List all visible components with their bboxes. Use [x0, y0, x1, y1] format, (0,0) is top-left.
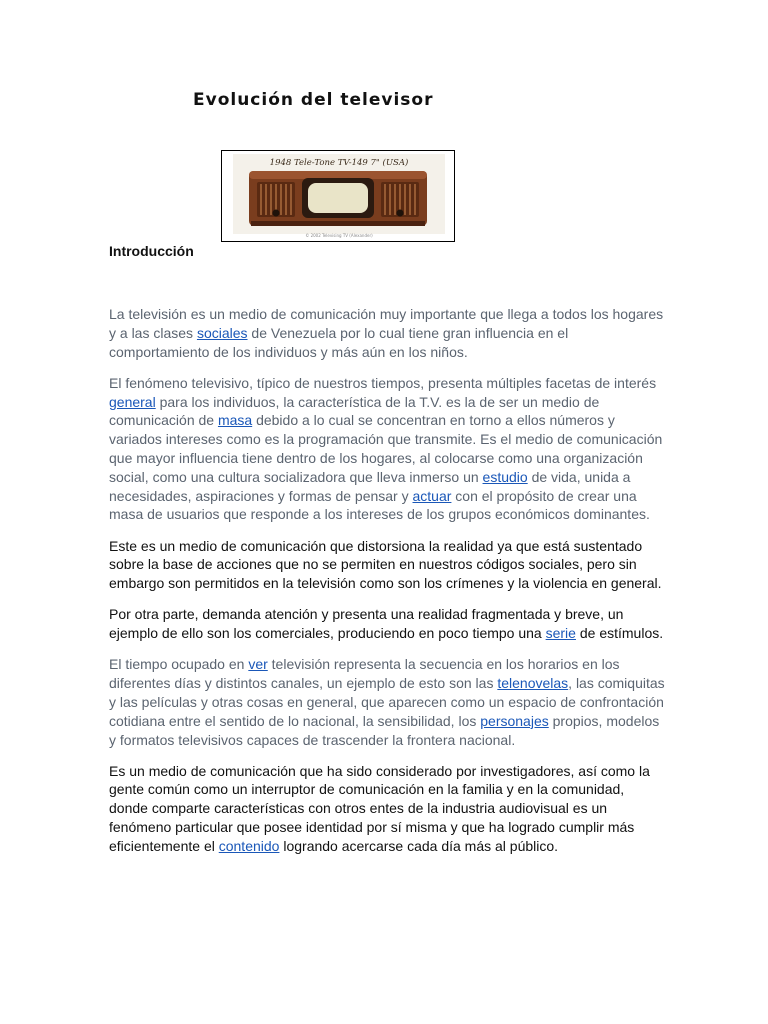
document-title: Evolución del televisor — [193, 90, 434, 110]
paragraph-text: con el propósito de crear una masa de usuarios que responde a los intereses de los grupos económicos dominantes. — [109, 487, 650, 523]
link-masa[interactable]: masa — [217, 412, 253, 429]
figure-caption-bottom: © 2002 Televising TV (Alexander) — [305, 233, 373, 238]
link-telenovelas[interactable]: telenovelas — [497, 675, 569, 692]
paragraph-text: propios, modelos y formatos televisivos capaces de trascender la frontera nacional. — [109, 712, 660, 748]
link-ver[interactable]: ver — [248, 656, 268, 673]
paragraph — [109, 762, 665, 856]
paragraph-text: Este es un medio de comunicación que distorsiona la realidad ya que está sustentado sobre la base de acciones que no se permiten en nuestros códigos sociales, pero sin embargo son permitidos en la televisión como son los crímenes y la violencia en general. — [109, 537, 662, 592]
paragraph-text: El tiempo ocupado en — [109, 656, 249, 673]
paragraph-text: para los individuos, la característica de la T.V. es la de ser un medio de comunicación de — [109, 393, 600, 429]
link-personajes[interactable]: personajes — [480, 712, 549, 729]
tv-figure — [221, 150, 455, 242]
paragraph — [109, 537, 665, 593]
paragraph-text: Por otra parte, demanda atención y presenta una realidad fragmentada y breve, un ejemplo de ello son los comerciales, produciendo en poco tiempo una — [109, 606, 624, 642]
paragraph-text: Es un medio de comunicación que ha sido considerado por investigadores, así como la gente común como un interruptor de comunicación en la familia y en la comunidad, donde comparte características con otros entes de la industria audiovisual es un fenómeno particular que posee identidad por sí misma y que ha logrado cumplir más eficientemente el — [109, 762, 650, 854]
paragraph — [109, 374, 665, 524]
link-contenido[interactable]: contenido — [218, 837, 280, 854]
paragraph-text: logrando acercarse cada día más al público. — [279, 837, 559, 854]
vintage-tv-image — [222, 151, 454, 241]
paragraph-text: La televisión es un medio de comunicación muy importante que llega a todos los hogares y a las clases — [109, 306, 664, 341]
figure-caption-top: 1948 Tele-Tone TV-149 7" (USA) — [269, 158, 409, 168]
paragraph-text: de vida, unida a necesidades, aspiraciones y formas de pensar y — [109, 468, 631, 504]
paragraph-text: , las comiquitas y las películas y otras cosas en general, que aparecen como un espacio de confrontación cotidiana entre el sentido de lo nacional, la sensibilidad, los — [109, 675, 665, 729]
paragraph-text: de Venezuela por lo cual tiene gran influencia en el comportamiento de los individuos y más aún en los niños. — [109, 324, 569, 360]
section-heading: Introducción — [109, 243, 194, 259]
paragraph — [109, 655, 665, 749]
link-serie[interactable]: serie — [545, 625, 576, 642]
link-actuar[interactable]: actuar — [412, 487, 452, 504]
link-general[interactable]: general — [109, 393, 156, 410]
paragraph-text: de estímulos. — [575, 625, 664, 642]
paragraph-text: debido a lo cual se concentran en torno a ellos números y variados intereses como es la programación que transmite. Es el medio de comunicación que mayor influencia tiene dentro de los hogares, al colocarse como una organización social, como una cultura socializadora que lleva inmerso un — [109, 412, 663, 485]
link-estudio[interactable]: estudio — [482, 468, 528, 485]
paragraph-text: El fenómeno televisivo, típico de nuestros tiempos, presenta múltiples facetas de interés — [109, 374, 657, 391]
paragraph — [109, 605, 665, 643]
document-body — [109, 305, 665, 868]
paragraph-text: televisión representa la secuencia en los horarios en los diferentes días y distintos canales, un ejemplo de esto son las — [109, 656, 620, 692]
link-sociales[interactable]: sociales — [196, 324, 248, 341]
paragraph — [109, 305, 665, 361]
